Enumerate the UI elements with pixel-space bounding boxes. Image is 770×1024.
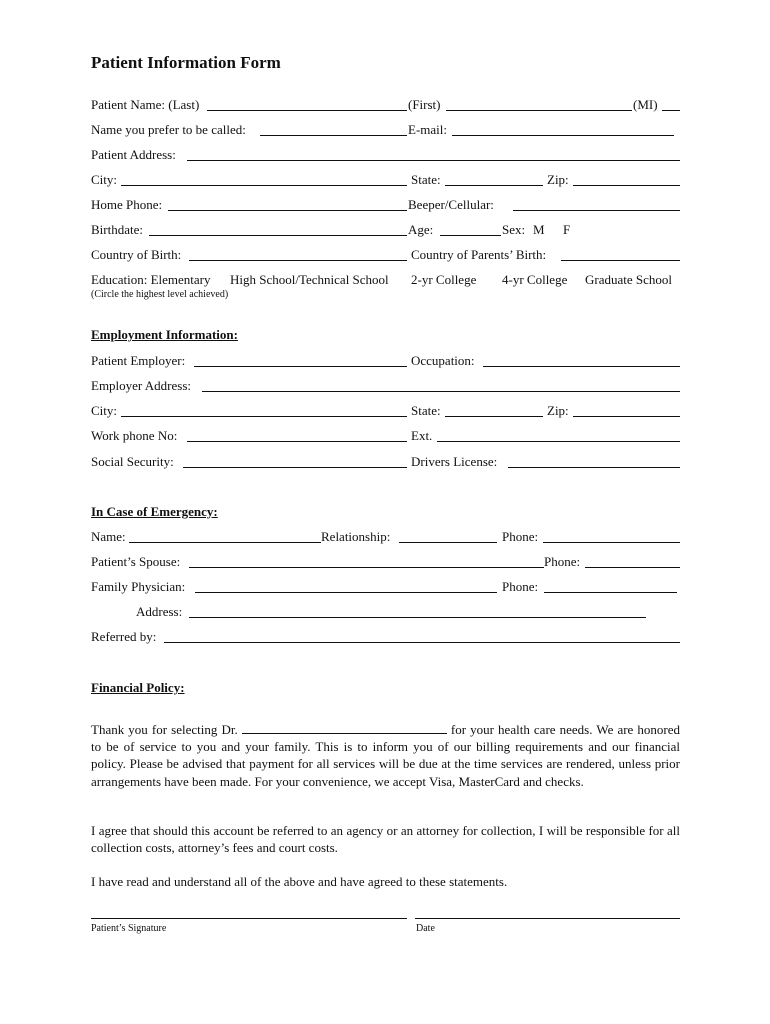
occupation-label: Occupation: xyxy=(411,353,475,368)
patient-birthdate-row xyxy=(91,220,681,240)
home-phone-field[interactable] xyxy=(168,210,407,211)
ssn-label: Social Security: xyxy=(91,454,174,469)
country-parents-label: Country of Parents’ Birth: xyxy=(411,247,547,262)
patient-signature-field[interactable] xyxy=(91,918,407,919)
spouse-row xyxy=(91,552,681,572)
work-phone-label: Work phone No: xyxy=(91,428,178,443)
email-field[interactable] xyxy=(452,135,674,136)
middle-initial-label: (MI) xyxy=(633,97,658,112)
country-row xyxy=(91,245,681,265)
emergency-heading: In Case of Emergency: xyxy=(91,504,218,519)
preferred-name-label: Name you prefer to be called: xyxy=(91,122,246,137)
spouse-label: Patient’s Spouse: xyxy=(91,554,181,569)
spouse-phone-label: Phone: xyxy=(544,554,581,569)
employer-field[interactable] xyxy=(194,366,407,367)
financial-paragraph-2: I agree that should this account be referred to an agency or an attorney for collection, I will be responsible for all collection costs, attorney’s fees and court costs. xyxy=(91,823,680,856)
physician-address-field[interactable] xyxy=(189,617,646,618)
employer-city-field[interactable] xyxy=(121,416,407,417)
physician-address-row xyxy=(91,602,681,622)
last-name-field[interactable] xyxy=(207,110,407,111)
patient-address-row xyxy=(91,145,681,165)
preferred-name-row xyxy=(91,120,681,140)
country-birth-label: Country of Birth: xyxy=(91,247,182,262)
employer-state-label: State: xyxy=(411,403,441,418)
education-label[interactable]: Education: Elementary xyxy=(91,272,211,287)
education-row xyxy=(91,270,681,290)
zip-field[interactable] xyxy=(573,185,680,186)
financial-paragraph-1 xyxy=(91,721,680,790)
relationship-field[interactable] xyxy=(399,542,497,543)
education-option-2yr-college[interactable]: 2-yr College xyxy=(411,272,477,287)
city-label: City: xyxy=(91,172,118,187)
employer-row xyxy=(91,351,681,371)
ssn-field[interactable] xyxy=(183,467,407,468)
employer-city-label: City: xyxy=(91,403,118,418)
page-title: Patient Information Form xyxy=(91,53,281,72)
age-label: Age: xyxy=(408,222,434,237)
ext-field[interactable] xyxy=(437,441,680,442)
first-name-field[interactable] xyxy=(446,110,632,111)
patient-city-row xyxy=(91,170,681,190)
state-label: State: xyxy=(411,172,441,187)
age-field[interactable] xyxy=(440,235,501,236)
birthdate-label: Birthdate: xyxy=(91,222,143,237)
emergency-phone-label: Phone: xyxy=(502,529,539,544)
referred-field[interactable] xyxy=(164,642,680,643)
doctor-name-field[interactable] xyxy=(242,722,447,734)
preferred-name-field[interactable] xyxy=(260,135,407,136)
zip-label: Zip: xyxy=(547,172,569,187)
first-name-label: (First) xyxy=(408,97,441,112)
education-option-graduate-school[interactable]: Graduate School xyxy=(585,272,673,287)
physician-phone-field[interactable] xyxy=(544,592,677,593)
date-label: Date xyxy=(416,923,435,934)
physician-row xyxy=(91,577,681,597)
sex-option-f[interactable]: F xyxy=(563,222,571,237)
license-label: Drivers License: xyxy=(411,454,498,469)
physician-field[interactable] xyxy=(195,592,497,593)
employer-zip-label: Zip: xyxy=(547,403,569,418)
financial-paragraph-1-start: Thank you for selecting Dr. xyxy=(91,722,238,737)
date-field[interactable] xyxy=(415,918,680,919)
financial-paragraph-1-end: for your health care needs. We are honored to be of service to you and your family. This is to inform you of our billing requirements and our financial policy. Please be advised that payment for all services will be due at the time services are rendered, unless prior arrangements have been made. For your convenience, we accept Visa, MasterCard and checks. xyxy=(91,722,681,789)
ext-label: Ext. xyxy=(411,428,433,443)
birthdate-field[interactable] xyxy=(149,235,407,236)
education-note: (Circle the highest level achieved) xyxy=(91,289,229,300)
country-parents-field[interactable] xyxy=(561,260,680,261)
sex-option-m[interactable]: M xyxy=(533,222,545,237)
employer-state-field[interactable] xyxy=(445,416,543,417)
work-phone-row xyxy=(91,426,681,446)
license-field[interactable] xyxy=(508,467,680,468)
spouse-phone-field[interactable] xyxy=(585,567,680,568)
employment-heading: Employment Information: xyxy=(91,327,238,342)
employer-zip-field[interactable] xyxy=(573,416,680,417)
beeper-field[interactable] xyxy=(513,210,680,211)
ssn-row xyxy=(91,452,681,472)
emergency-name-label: Name: xyxy=(91,529,126,544)
employer-city-row xyxy=(91,401,681,421)
education-option-high-school[interactable]: High School/Technical School xyxy=(230,272,389,287)
relationship-label: Relationship: xyxy=(321,529,391,544)
physician-phone-label: Phone: xyxy=(502,579,539,594)
education-option-4yr-college[interactable]: 4-yr College xyxy=(502,272,568,287)
sex-label: Sex: xyxy=(502,222,526,237)
country-birth-field[interactable] xyxy=(189,260,407,261)
spouse-field[interactable] xyxy=(189,567,544,568)
patient-signature-label: Patient’s Signature xyxy=(91,923,167,934)
patient-address-label: Patient Address: xyxy=(91,147,176,162)
emergency-name-row xyxy=(91,527,681,547)
beeper-label: Beeper/Cellular: xyxy=(408,197,494,212)
middle-initial-field[interactable] xyxy=(662,110,680,111)
financial-paragraph-3: I have read and understand all of the above and have agreed to these statements. xyxy=(91,874,508,889)
employer-address-field[interactable] xyxy=(202,391,680,392)
financial-heading: Financial Policy: xyxy=(91,680,185,695)
home-phone-label: Home Phone: xyxy=(91,197,163,212)
referred-label: Referred by: xyxy=(91,629,157,644)
emergency-phone-field[interactable] xyxy=(543,542,680,543)
employer-address-label: Employer Address: xyxy=(91,378,192,393)
patient-address-field[interactable] xyxy=(187,160,680,161)
employer-label: Patient Employer: xyxy=(91,353,186,368)
physician-label: Family Physician: xyxy=(91,579,186,594)
last-name-label: Patient Name: (Last) xyxy=(91,97,200,112)
emergency-name-field[interactable] xyxy=(129,542,321,543)
email-label: E-mail: xyxy=(408,122,447,137)
state-field[interactable] xyxy=(445,185,543,186)
city-field[interactable] xyxy=(121,185,407,186)
patient-name-row xyxy=(91,95,681,115)
referred-row xyxy=(91,627,681,647)
physician-address-label: Address: xyxy=(136,604,183,619)
patient-phone-row xyxy=(91,195,681,215)
occupation-field[interactable] xyxy=(483,366,680,367)
employer-address-row xyxy=(91,376,681,396)
work-phone-field[interactable] xyxy=(187,441,407,442)
